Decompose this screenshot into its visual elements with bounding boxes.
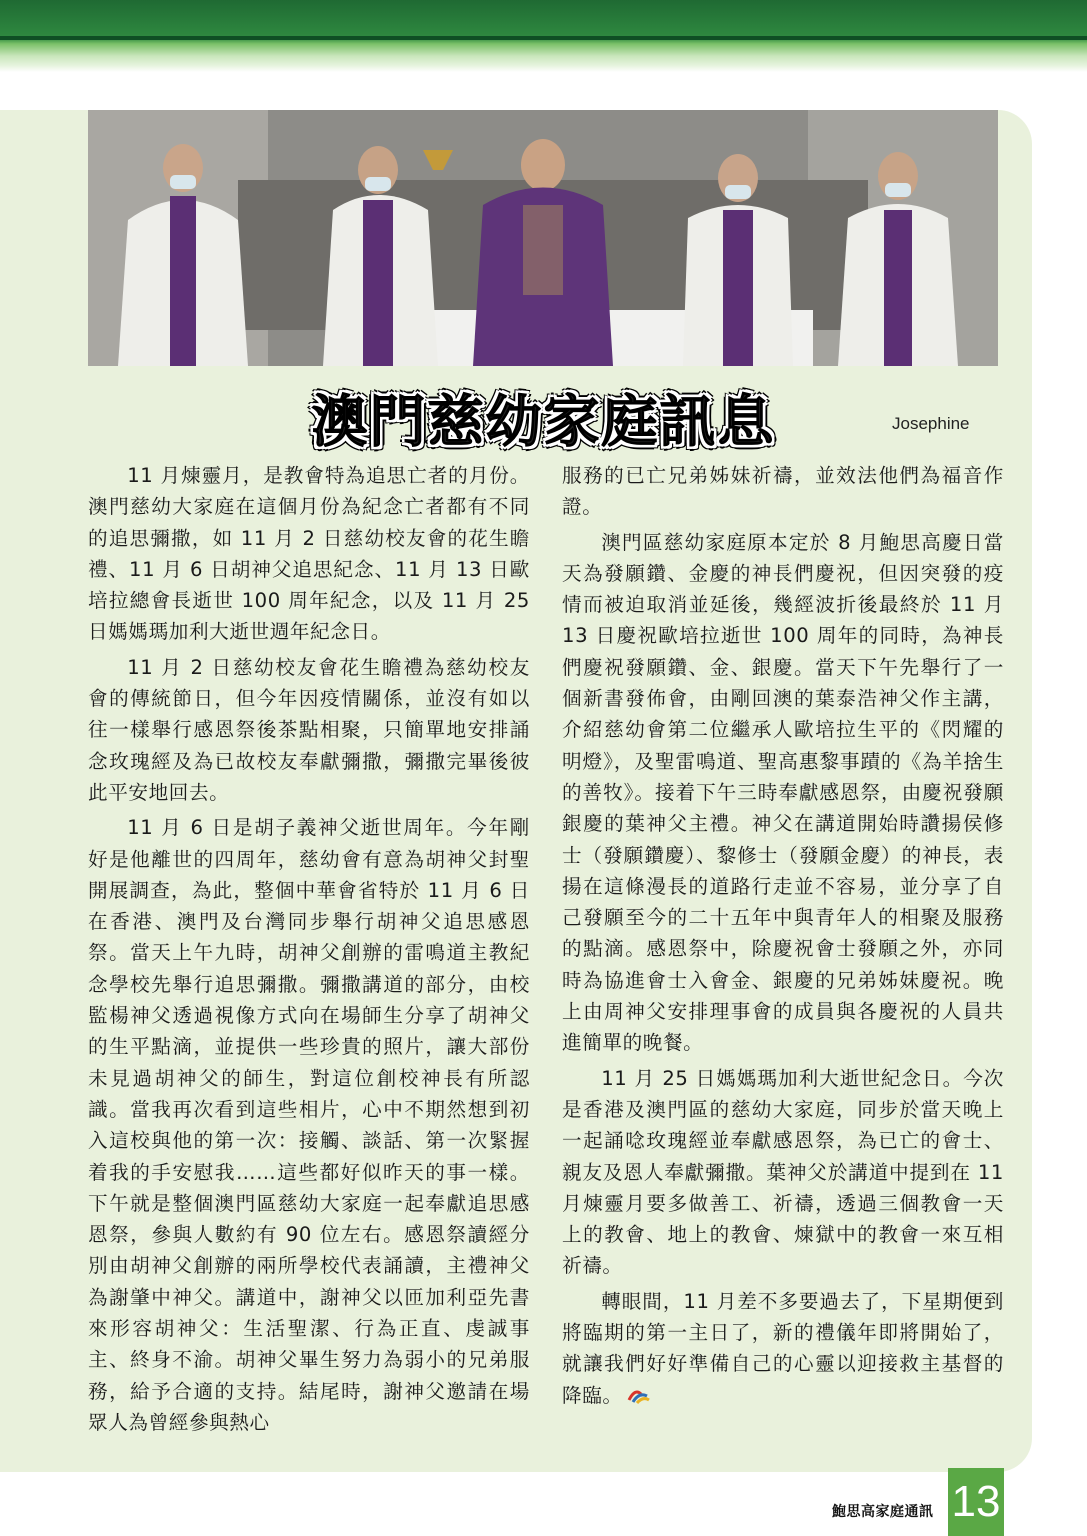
left-column — [88, 460, 530, 1442]
article-author: Josephine — [892, 414, 970, 433]
mass-photo-illustration — [88, 110, 998, 366]
mass-photo — [88, 110, 998, 366]
publication-name: 鮑思高家庭通訊 — [832, 1504, 934, 1520]
top-banner — [0, 0, 1087, 72]
paragraph: 澳門區慈幼家庭原本定於 8 月鮑思高慶日當天為發願鑽、金慶的神長們慶祝，但因突發的疫情而被迫取消並延後，幾經波折後最終於 11 月 13 日慶祝歐培拉逝世 100 周年的同時，為神長們慶祝發願鑽、金、銀慶。當天下午先舉行了一個新書發佈會，由剛回澳的葉泰浩神父作主講，介紹慈幼會第二位繼承人歐培拉生平的《閃耀的明燈》，及聖雷鳴道、聖高惠黎事蹟的《為羊捨生的善牧》。接着下午三時奉獻感恩祭，由慶祝發願銀慶的葉神父主禮。神父在講道開始時讚揚侯修士（發願鑽慶）、黎修士（發願金慶）的神長，表揚在這條漫長的道路行走並不容易，並分享了自己發願至今的二十五年中與青年人的相聚及服務的點滴。感恩祭中，除慶祝會士發願之外，亦同時為協進會士入會金、銀慶的兄弟姊妹慶祝。晚上由周神父安排理事會的成員與各慶祝的人員共進簡單的晚餐。 — [562, 530, 1004, 1055]
paragraph: 11 月 6 日是胡子義神父逝世周年。今年剛好是他離世的四周年，慈幼會有意為胡神父封聖開展調查，為此，整個中華會省特於 11 月 6 日在香港、澳門及台灣同步舉行胡神父追思感恩祭。當天上午九時，胡神父創辦的雷鳴道主教紀念學校先舉行追思彌撒。彌撒講道的部分，由校監楊神父透過視像方式向在場師生分享了胡神父的生平點滴，並提供一些珍貴的照片，讓大部份未見過胡神父的師生，對這位創校神長有所認識。當我再次看到這些相片，心中不期然想到初入這校與他的第一次：接觸、談話、第一次緊握着我的手安慰我……這些都好似昨天的事一樣。下午就是整個澳門區慈幼大家庭一起奉獻追思感恩祭，參與人數約有 90 位左右。感恩祭讀經分別由胡神父創辦的兩所學校代表誦讀，主禮神父為謝肇中神父。講道中，謝神父以匝加利亞先書來形容胡神父：生活聖潔、行為正直、虔誠事主、終身不渝。胡神父畢生努力為弱小的兄弟服務，給予合適的支持。結尾時，謝神父邀請在場眾人為曾經參與熱心 — [88, 816, 530, 1434]
right-column — [562, 460, 1004, 1415]
paragraph: 11 月煉靈月，是教會特為追思亡者的月份。澳門慈幼大家庭在這個月份為紀念亡者都有不同的追思彌撒，如 11 月 2 日慈幼校友會的花生瞻禮、11 月 6 日胡神父追思紀念、11 月 13 日歐培拉總會長逝世 100 周年紀念，以及 11 月 25 日媽媽瑪加利大逝世週年紀念日。 — [88, 464, 530, 644]
paragraph-text: 轉眼間，11 月差不多要過去了，下星期便到將臨期的第一主日了，新的禮儀年即將開始了，就讓我們好好準備自己的心靈以迎接救主基督的降臨。 — [562, 1289, 1004, 1407]
paragraph: 11 月 2 日慈幼校友會花生瞻禮為慈幼校友會的傳統節日，但今年因疫情關係，並沒有如以往一樣舉行感恩祭後茶點相聚，只簡單地安排誦念玫瑰經及為已故校友奉獻彌撒，彌撒完畢後彼此平安地回去。 — [88, 655, 530, 804]
page-number: 13 — [948, 1468, 1004, 1536]
salesian-family-logo-icon — [627, 1386, 651, 1404]
paragraph-continuation: 服務的已亡兄弟姊妹祈禱，並效法他們為福音作證。 — [562, 464, 1004, 519]
paragraph: 11 月 25 日媽媽瑪加利大逝世紀念日。今次是香港及澳門區的慈幼大家庭，同步於當天晚上一起誦唸玫瑰經並奉獻感恩祭，為已亡的會士、親友及恩人奉獻彌撒。葉神父於講道中提到在 11 月煉靈月要多做善工、祈禱，透過三個教會一天上的教會、地上的教會、煉獄中的教會一來互相祈禱。 — [562, 1066, 1004, 1278]
article-title: 澳門慈幼家庭訊息 — [311, 389, 776, 455]
paragraph-final — [562, 1286, 1004, 1411]
